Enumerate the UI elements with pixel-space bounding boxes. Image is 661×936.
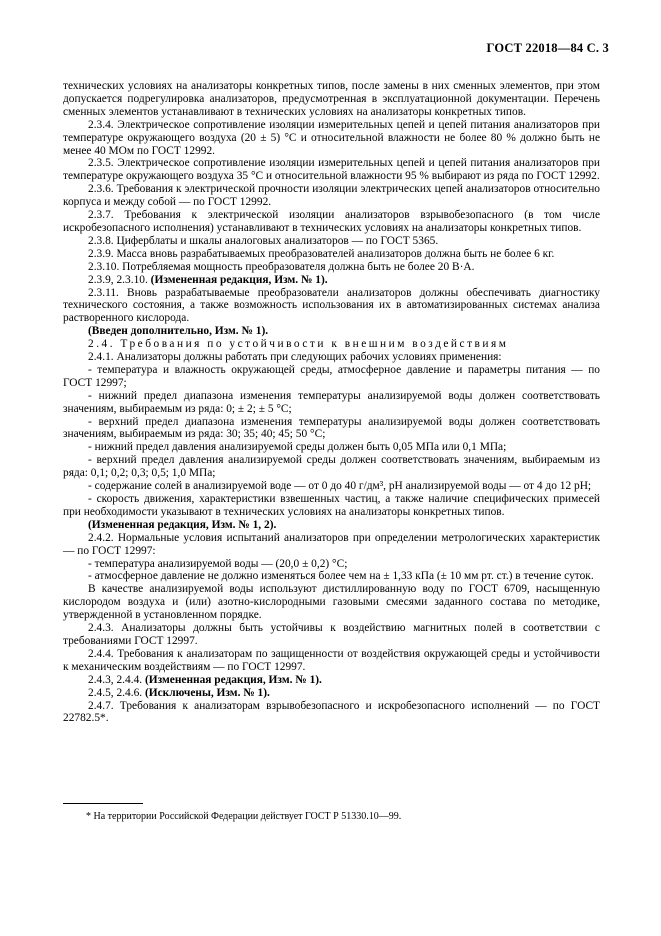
- paragraph: 2.3.10. Потребляемая мощность преобразователя должна быть не более 20 В·А.: [88, 260, 475, 273]
- paragraph: 2.3.9. Масса вновь разрабатываемых преобразователей анализаторов должна быть не более 6 кг.: [88, 247, 555, 260]
- clause-numbers: 2.4.3, 2.4.4.: [88, 673, 143, 686]
- footnote-divider: [63, 803, 143, 804]
- list-item: - нижний предел диапазона изменения температуры анализируемой воды должен соответствовать значениям, выбираемым из ряда: 0; ± 2; ± 5 °С;: [63, 389, 600, 415]
- amendment-note: [63, 674, 600, 687]
- paragraph: 2.3.5. Электрическое сопротивление изоляции измерительных цепей и цепей питания анализаторов при температуре окружающего воздуха 35 °С и относительной влажности 95 % выбирают из ряда по ГОСТ 12992.: [63, 157, 600, 183]
- amendment-note: (Введен дополнительно, Изм. № 1).: [88, 325, 269, 338]
- list-item: - температура и влажность окружающей среды, атмосферное давление и параметры питания — по ГОСТ 12997;: [63, 363, 600, 389]
- amendment-label: (Исключены, Изм. № 1).: [144, 686, 270, 699]
- list-item: - скорость движения, характеристики взвешенных частиц, а также наличие специфических примесей при необходимости указывают в технических условиях на анализаторы конкретных типов.: [63, 493, 600, 518]
- paragraph: 2.4.3. Анализаторы должны быть устойчивы к воздействию магнитных полей в соответствии с требованиями ГОСТ 12997.: [63, 622, 600, 647]
- amendment-label: (Измененная редакция, Изм. № 1).: [150, 273, 328, 286]
- paragraph: 2.3.8. Циферблаты и шкалы аналоговых анализаторов — по ГОСТ 5365.: [88, 234, 439, 247]
- clause-numbers: 2.4.5, 2.4.6.: [88, 686, 143, 699]
- paragraph: технических условиях на анализаторы конкретных типов, после замены в них сменных элементов, при этом допускается подрегулировка анализаторов, предусмотренная в эксплуатационной документации. Перечень сменных элементов устанавливают в технических условиях на анализаторы конкретных типов.: [63, 80, 600, 118]
- paragraph: 2.3.7. Требования к электрической изоляции анализаторов взрывобезопасного (в том числе искробезопасного исполнения) устанавливают в технических условиях на анализаторы конкретных типов.: [63, 209, 600, 234]
- page-header: ГОСТ 22018—84 С. 3: [486, 41, 609, 55]
- amendment-note: [63, 687, 600, 700]
- paragraph: 2.4.2. Нормальные условия испытаний анализаторов при определении метрологических характеристик — по ГОСТ 12997:: [63, 531, 600, 557]
- paragraph: В качестве анализируемой воды используют дистиллированную воду по ГОСТ 6709, насыщенную кислородом воздуха и (или) азотно-кислородными газовыми смесями заданного состава по методике, утвержденной в установленном порядке.: [63, 583, 600, 622]
- list-item: - нижний предел давления анализируемой среды должен быть 0,05 МПа или 0,1 МПа;: [88, 441, 507, 454]
- list-item: - температура анализируемой воды — (20,0 ± 0,2) °С;: [88, 557, 348, 570]
- amendment-note: [63, 274, 600, 287]
- amendment-note: (Измененная редакция, Изм. № 1, 2).: [88, 518, 277, 531]
- footnote: * На территории Российской Федерации действует ГОСТ Р 51330.10—99.: [86, 811, 402, 822]
- paragraph: 2.3.4. Электрическое сопротивление изоляции измерительных цепей и цепей питания анализаторов при температуре окружающего воздуха (20 ± 5) °С и относительной влажности не более 80 % должно быть не менее 40 МОм по ГОСТ 12992.: [63, 118, 600, 157]
- paragraph: 2.4.4. Требования к анализаторам по защищенности от воздействия окружающей среды и устойчивости к механическим воздействиям — по ГОСТ 12997.: [63, 647, 600, 673]
- document-body: [63, 80, 600, 725]
- list-item: - атмосферное давление не должно изменяться более чем на ± 1,33 кПа (± 10 мм рт. ст.) в течение суток.: [88, 570, 594, 583]
- paragraph: 2.4.7. Требования к анализаторам взрывобезопасного и искробезопасного исполнений — по ГОСТ 22782.5*.: [63, 699, 600, 725]
- paragraph: 2.3.6. Требования к электрической прочности изоляции электрических цепей анализаторов относительно корпуса и между собой — по ГОСТ 12992.: [63, 183, 600, 209]
- list-item: - содержание солей в анализируемой воде — от 0 до 40 г/дм³, рН анализируемой воды — от 4 до 12 рН;: [88, 480, 592, 493]
- clause-numbers: 2.3.9, 2.3.10.: [88, 273, 148, 286]
- list-item: - верхний предел диапазона изменения температуры анализируемой воды должен соответствовать значениям, выбираемым из ряда: 30; 35; 40; 45; 50 °С;: [63, 415, 600, 441]
- paragraph: 2.3.11. Вновь разрабатываемые преобразователи анализаторов должны обеспечивать диагностику технического состояния, а также возможность использования их в автоматизированных системах анализа растворенного кислорода.: [63, 286, 600, 325]
- list-item: - верхний предел давления анализируемой среды должен соответствовать значениям, выбираемым из ряда: 0,1; 0,2; 0,3; 0,5; 1,0 МПа;: [63, 454, 600, 480]
- paragraph: 2.4.1. Анализаторы должны работать при следующих рабочих условиях применения:: [88, 351, 502, 364]
- section-heading: 2.4. Требования по устойчивости к внешним воздействиям: [88, 338, 509, 351]
- amendment-label: (Измененная редакция, Изм. № 1).: [144, 673, 322, 686]
